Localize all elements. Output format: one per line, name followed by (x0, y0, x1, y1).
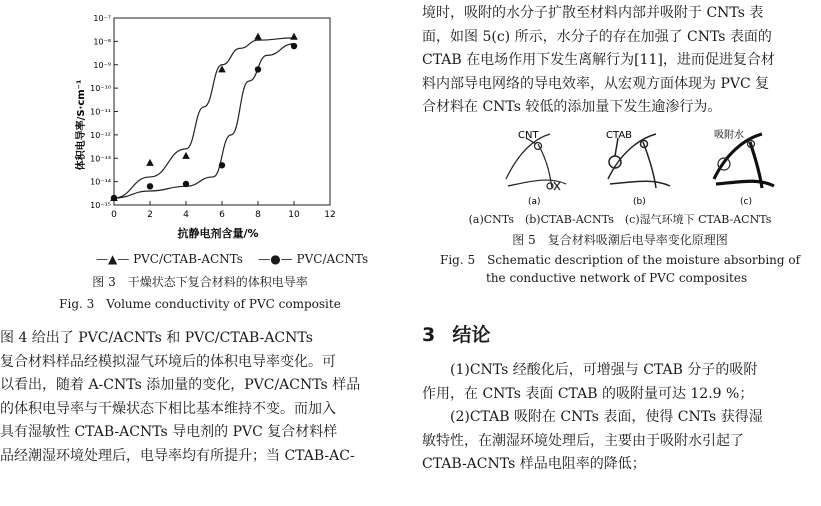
x-tick-label: 10 (288, 210, 300, 220)
panel-b-label: (b) (633, 197, 646, 206)
data-point-circle (255, 66, 261, 72)
series-curve (114, 44, 294, 198)
legend-triangle-icon: —▲— (96, 252, 130, 266)
left-para-line: 图 4 给出了 PVC/ACNTs 和 PVC/CTAB-ACNTs (0, 330, 313, 346)
figure-3-caption-en: Fig. 3 Volume conductivity of PVC composite (59, 297, 341, 311)
section-heading (422, 320, 490, 347)
chart-legend (96, 252, 368, 266)
conclusion-line: 作用，在 CNTs 表面 CTAB 的吸附量可达 12.9 %； (422, 385, 754, 402)
data-point-circle (291, 43, 297, 49)
panel-b-drawing (608, 134, 670, 188)
panel-a-label: (a) (528, 197, 541, 206)
label-adsorbed-water: 吸附水 (714, 130, 744, 141)
data-point-triangle (254, 33, 262, 40)
left-column (0, 0, 400, 506)
data-point-circle (111, 195, 117, 201)
y-axis-label: 体积电导率/S·cm⁻¹ (76, 79, 87, 171)
x-tick-label: 0 (111, 210, 117, 220)
figure-5-caption-en-2: the conductive network of PVC composites (486, 271, 748, 285)
section-number: 3 (422, 324, 436, 346)
y-tick-label: 10⁻¹³ (90, 154, 111, 164)
chart-marks (110, 33, 298, 201)
right-column (418, 0, 821, 506)
data-point-circle (147, 183, 153, 189)
right-para-line: 面，如图 5(c) 所示，水分子的存在加强了 CNTs 表面的 (422, 28, 772, 45)
panel-c-drawing (714, 134, 774, 188)
x-tick-label: 4 (183, 210, 189, 220)
y-tick-label: 10⁻¹¹ (90, 107, 111, 117)
right-paragraph (422, 2, 818, 120)
label-ctab: CTAB (606, 130, 633, 141)
legend-series-1: PVC/CTAB-ACNTs (133, 252, 243, 266)
figure-3-chart (0, 0, 400, 250)
x-axis-label: 抗静电剂含量/% (177, 227, 259, 240)
conclusion-line: (2)CTAB 吸附在 CNTs 表面，使得 CNTs 获得湿 (450, 409, 763, 425)
left-paragraph (0, 327, 396, 468)
left-para-line: 的体积电导率与干燥状态下相比基本维持不变。而加入 (0, 400, 336, 417)
right-para-line: 合材料在 CNTs 较低的添加量下发生逾渗行为。 (422, 99, 722, 115)
y-tick-label: 10⁻¹² (90, 130, 111, 140)
right-para-line: CTAB 在电场作用下发生离解行为[11]，进而促进复合材 (422, 52, 775, 68)
left-para-line: 品经潮湿环境处理后，电导率均有所提升；当 CTAB-AC- (0, 447, 355, 464)
figure-5-caption-cn: 图 5 复合材料吸潮后电导率变化原理图 (512, 233, 728, 247)
left-para-line: 复合材料样品经模拟湿气环境后的体积电导率变化。可 (0, 353, 336, 370)
y-tick-label: 10⁻¹⁴ (90, 177, 111, 187)
data-point-triangle (182, 152, 190, 159)
right-para-line: 料内部导电网络的导电效率，从宏观方面体现为 PVC 复 (422, 75, 770, 92)
panel-a-drawing (506, 134, 566, 190)
chart-ticks (90, 14, 336, 220)
series-curve (114, 38, 294, 198)
figure-3-caption-cn: 图 3 干燥状态下复合材料的体积电导率 (92, 275, 308, 289)
conclusion-line: CTAB-ACNTs 样品电阻率的降低； (422, 456, 646, 472)
label-cnt: CNT (518, 130, 539, 141)
y-tick-label: 10⁻⁷ (93, 14, 111, 23)
figure-5-subcaption: (a)CNTs (b)CTAB-ACNTs (c)湿气环境下 CTAB-ACNTs (468, 213, 772, 226)
conclusion-line: (1)CNTs 经酸化后，可增强与 CTAB 分子的吸附 (450, 362, 758, 378)
x-tick-label: 12 (324, 210, 336, 220)
right-para-line: 境时，吸附的水分子扩散至材料内部并吸附于 CNTs 表 (422, 5, 764, 21)
data-point-circle (219, 162, 225, 168)
y-tick-label: 10⁻¹⁵ (90, 201, 111, 210)
y-tick-label: 10⁻¹⁰ (90, 84, 111, 94)
legend-circle-icon: —●— (258, 252, 293, 266)
legend-series-2: PVC/ACNTs (296, 252, 369, 266)
figure-5-schematic (478, 124, 778, 206)
data-point-triangle (290, 33, 298, 40)
left-para-line: 以看出，随着 A-CNTs 添加量的变化，PVC/ACNTs 样品 (0, 377, 361, 393)
y-tick-label: 10⁻⁸ (93, 37, 111, 47)
data-point-triangle (146, 159, 154, 166)
conclusions-list (422, 359, 818, 477)
panel-c-label: (c) (740, 197, 752, 206)
x-tick-label: 6 (219, 210, 225, 220)
section-title: 结论 (452, 324, 491, 346)
left-para-line: 具有湿敏性 CTAB-ACNTs 导电剂的 PVC 复合材料样 (0, 424, 338, 440)
x-tick-label: 8 (255, 210, 261, 220)
chart-curves (114, 38, 294, 198)
conclusion-line: 敏特性，在潮湿环境处理后，主要由于吸附水引起了 (422, 432, 744, 449)
data-point-circle (183, 181, 189, 187)
x-tick-label: 2 (147, 210, 153, 220)
figure-5-caption-en-1: Fig. 5 Schematic description of the moisture absorbing of (440, 253, 801, 267)
y-tick-label: 10⁻⁹ (93, 60, 111, 70)
